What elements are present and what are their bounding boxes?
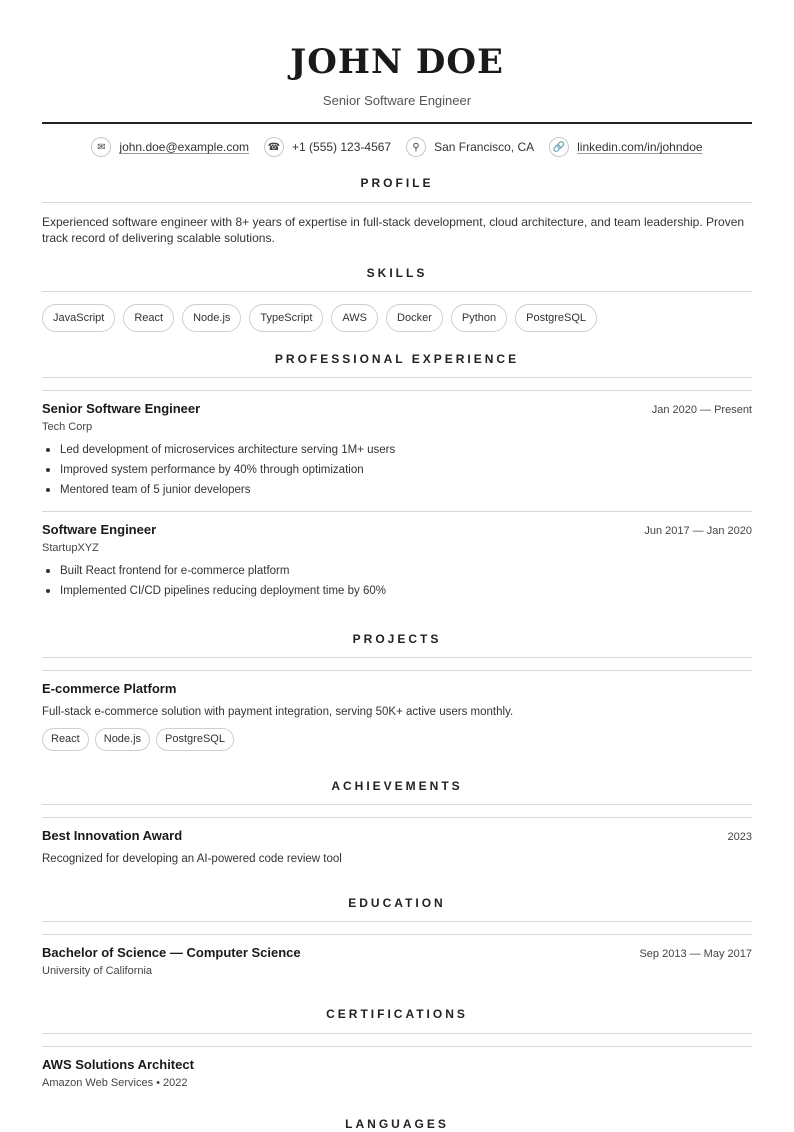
contact-location xyxy=(406,137,534,157)
section-divider xyxy=(42,657,752,658)
profile-summary: Experienced software engineer with 8+ years of expertise in full-stack development, cloud architecture, and team leadership. Proven track record of delivering scalable solutions. xyxy=(42,215,745,245)
experience-entry xyxy=(42,400,752,502)
project-tag: PostgreSQL xyxy=(156,728,234,751)
degree: Bachelor of Science — Computer Science xyxy=(42,945,301,960)
project-entry xyxy=(42,680,752,751)
skill-tag: TypeScript xyxy=(249,304,323,332)
section-divider xyxy=(42,1033,752,1034)
entry-divider xyxy=(42,1046,752,1047)
skill-tag: JavaScript xyxy=(42,304,115,332)
section-divider xyxy=(42,804,752,805)
job-role: Senior Software Engineer xyxy=(42,401,201,416)
location-text: San Francisco, CA xyxy=(434,140,535,154)
skill-tag: Node.js xyxy=(182,304,241,332)
section-divider xyxy=(42,377,752,378)
contact-bar xyxy=(0,137,794,157)
skill-tag: Docker xyxy=(386,304,443,332)
email-link[interactable]: john.doe@example.com xyxy=(119,140,250,154)
entry-divider xyxy=(42,934,752,935)
education-entry xyxy=(42,944,752,979)
skills-list xyxy=(42,304,752,332)
job-bullet: Led development of microservices architecture serving 1M+ users xyxy=(42,442,752,458)
certification-name: AWS Solutions Architect xyxy=(42,1057,194,1072)
achievement-year: 2023 xyxy=(727,831,752,843)
company-name: Tech Corp xyxy=(42,421,93,433)
certification-entry xyxy=(42,1056,752,1091)
section-title-profile: PROFILE xyxy=(360,176,434,190)
location-icon: ⚲ xyxy=(406,137,426,157)
section-divider xyxy=(42,291,752,292)
job-bullet: Mentored team of 5 junior developers xyxy=(42,482,752,498)
job-bullet: Built React frontend for e-commerce platform xyxy=(42,563,752,579)
link-icon: 🔗 xyxy=(549,137,569,157)
section-divider xyxy=(42,202,752,203)
project-tag: Node.js xyxy=(95,728,150,751)
entry-divider xyxy=(42,670,752,671)
skill-tag: PostgreSQL xyxy=(515,304,597,332)
phone-icon: ☎ xyxy=(264,137,284,157)
section-divider xyxy=(42,921,752,922)
mail-icon: ✉ xyxy=(91,137,111,157)
job-role: Software Engineer xyxy=(42,522,157,537)
achievement-description: Recognized for developing an AI-powered code review tool xyxy=(42,853,342,865)
skill-tag: React xyxy=(123,304,174,332)
phone-text: +1 (555) 123-4567 xyxy=(292,140,392,154)
section-title-experience: PROFESSIONAL EXPERIENCE xyxy=(274,352,520,366)
skill-tag: Python xyxy=(451,304,507,332)
entry-divider xyxy=(42,511,752,512)
job-bullet: Implemented CI/CD pipelines reducing deployment time by 60% xyxy=(42,583,752,599)
achievement-title: Best Innovation Award xyxy=(42,828,183,843)
job-dates: Jun 2017 — Jan 2020 xyxy=(644,525,752,537)
contact-email[interactable] xyxy=(91,137,249,157)
project-tag: React xyxy=(42,728,89,751)
entry-divider xyxy=(42,817,752,818)
contact-linkedin[interactable] xyxy=(549,137,702,157)
job-bullet: Improved system performance by 40% through optimization xyxy=(42,462,752,478)
job-dates: Jan 2020 — Present xyxy=(651,404,752,416)
contact-phone xyxy=(264,137,391,157)
linkedin-link[interactable]: linkedin.com/in/johndoe xyxy=(577,140,703,154)
certification-issuer: Amazon Web Services • 2022 xyxy=(42,1077,188,1089)
experience-entry xyxy=(42,521,752,603)
section-title-projects: PROJECTS xyxy=(352,632,442,646)
achievement-entry xyxy=(42,827,752,867)
skill-tag: AWS xyxy=(331,304,378,332)
entry-divider xyxy=(42,390,752,391)
job-title: Senior Software Engineer xyxy=(322,93,472,108)
project-name: E-commerce Platform xyxy=(42,681,177,696)
section-title-skills: SKILLS xyxy=(366,266,428,280)
section-title-certifications: CERTIFICATIONS xyxy=(326,1007,468,1021)
education-dates: Sep 2013 — May 2017 xyxy=(639,948,752,960)
section-title-languages: LANGUAGES xyxy=(345,1117,449,1131)
section-title-education: EDUCATION xyxy=(348,896,446,910)
school-name: University of California xyxy=(42,965,153,977)
candidate-name: JOHN DOE xyxy=(290,42,504,82)
profile-section xyxy=(42,214,752,246)
project-description: Full-stack e-commerce solution with payment integration, serving 50K+ active users monthly. xyxy=(42,706,514,718)
section-title-achievements: ACHIEVEMENTS xyxy=(331,779,463,793)
company-name: StartupXYZ xyxy=(42,542,99,554)
header-divider xyxy=(42,122,752,124)
